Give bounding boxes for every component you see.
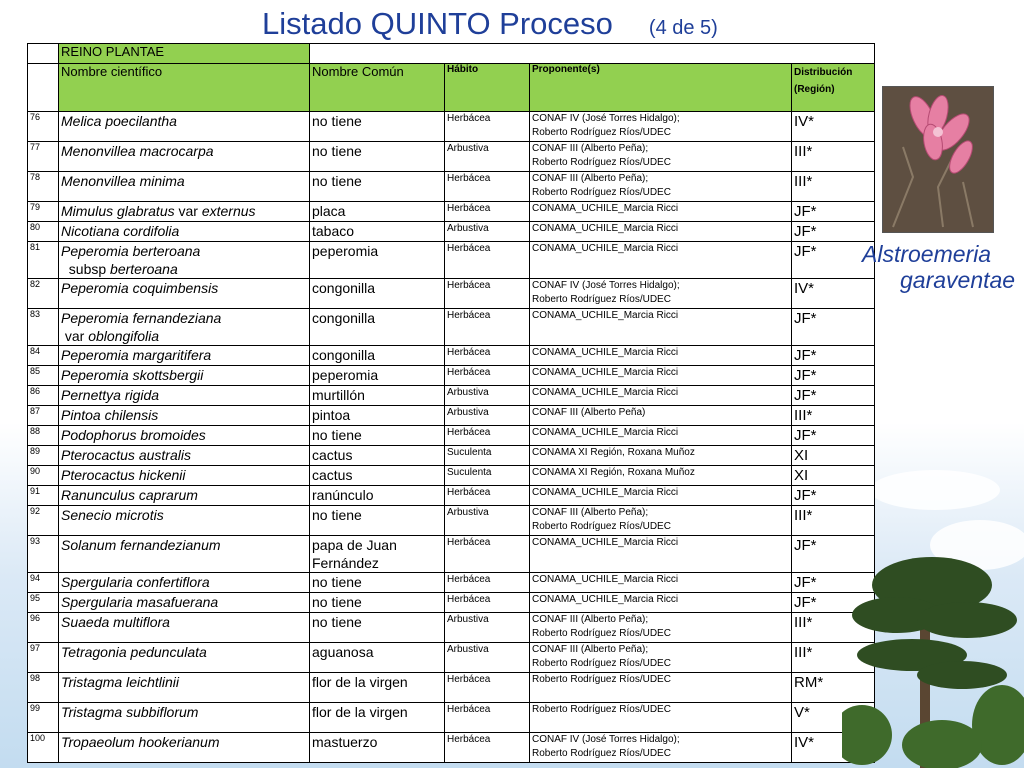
- habit: Herbácea: [445, 733, 530, 763]
- proposer: [530, 279, 792, 309]
- row-number: 95: [28, 593, 59, 613]
- scientific-name: [59, 346, 310, 366]
- habit: Herbácea: [445, 536, 530, 573]
- proposer-line: CONAF III (Alberto Peña);: [532, 143, 649, 154]
- proposer-line: CONAMA_UCHILE_Marcia Ricci: [532, 367, 679, 378]
- distribution-region: JF*: [792, 573, 875, 593]
- scientific-name-main: Menonvillea macrocarpa: [61, 143, 214, 159]
- proposer: [530, 446, 792, 466]
- common-name: congonilla: [310, 309, 445, 346]
- common-name: no tiene: [310, 593, 445, 613]
- common-name: congonilla: [310, 279, 445, 309]
- row-number: 86: [28, 386, 59, 406]
- habit: Arbustiva: [445, 386, 530, 406]
- habit: Herbácea: [445, 593, 530, 613]
- scientific-name: [59, 112, 310, 142]
- common-name: no tiene: [310, 506, 445, 536]
- proposer-line: CONAMA_UCHILE_Marcia Ricci: [532, 574, 679, 585]
- table-row: [28, 703, 875, 733]
- distribution-region: III*: [792, 406, 875, 426]
- photo-caption: [862, 241, 1024, 293]
- slide-title: [262, 6, 862, 46]
- proposer: [530, 506, 792, 536]
- proposer: [530, 142, 792, 172]
- common-name: mastuerzo: [310, 733, 445, 763]
- distribution-region: III*: [792, 613, 875, 643]
- scientific-name-main: Spergularia masafuerana: [61, 594, 219, 610]
- table-row: [28, 643, 875, 673]
- row-number: 98: [28, 673, 59, 703]
- scientific-name-main: Peperomia coquimbensis: [61, 280, 219, 296]
- habit: Herbácea: [445, 279, 530, 309]
- proposer: [530, 703, 792, 733]
- proposer-line: CONAF III (Alberto Peña);: [532, 173, 649, 184]
- scientific-name: [59, 406, 310, 426]
- distribution-region: XI: [792, 446, 875, 466]
- proposer: [530, 386, 792, 406]
- habit: Suculenta: [445, 466, 530, 486]
- common-name: no tiene: [310, 426, 445, 446]
- proposer: [530, 536, 792, 573]
- scientific-name: [59, 703, 310, 733]
- title-main: Listado QUINTO Proceso: [262, 6, 613, 41]
- scientific-name-main: Pterocactus hickenii: [61, 467, 186, 483]
- table-row: [28, 366, 875, 386]
- scientific-name-main: Pterocactus australis: [61, 447, 191, 463]
- common-name: flor de la virgen: [310, 673, 445, 703]
- header-distribution: Distribución (Región): [792, 64, 875, 112]
- common-name: tabaco: [310, 222, 445, 242]
- row-number: 77: [28, 142, 59, 172]
- scientific-name-main: Peperomia fernandeziana: [61, 310, 222, 326]
- proposer: [530, 222, 792, 242]
- common-name: flor de la virgen: [310, 703, 445, 733]
- table-row: [28, 242, 875, 279]
- common-name: murtillón: [310, 386, 445, 406]
- table-row: [28, 279, 875, 309]
- table-row: [28, 673, 875, 703]
- proposer-line: CONAF IV (José Torres Hidalgo);: [532, 113, 680, 124]
- proposer-line: CONAF III (Alberto Peña): [532, 407, 646, 418]
- table-row: [28, 142, 875, 172]
- common-name: no tiene: [310, 613, 445, 643]
- proposer-line: CONAMA_UCHILE_Marcia Ricci: [532, 347, 679, 358]
- scientific-name-main: Pernettya rigida: [61, 387, 160, 403]
- habit: Herbácea: [445, 486, 530, 506]
- scientific-name: [59, 446, 310, 466]
- kingdom-header: REINO PLANTAE: [59, 44, 310, 64]
- proposer: [530, 486, 792, 506]
- habit: Herbácea: [445, 346, 530, 366]
- scientific-name-main: Peperomia margaritifera: [61, 347, 212, 363]
- caption-species: garaventae: [900, 267, 1016, 293]
- habit: Herbácea: [445, 242, 530, 279]
- habit: Herbácea: [445, 112, 530, 142]
- scientific-name-main: Senecio microtis: [61, 507, 164, 523]
- habit: Herbácea: [445, 172, 530, 202]
- scientific-name: [59, 426, 310, 446]
- common-name: congonilla: [310, 346, 445, 366]
- scientific-name: [59, 536, 310, 573]
- proposer-line: Roberto Rodríguez Ríos/UDEC: [532, 674, 671, 685]
- row-number: 99: [28, 703, 59, 733]
- table-row: [28, 406, 875, 426]
- habit: Arbustiva: [445, 613, 530, 643]
- scientific-name: [59, 279, 310, 309]
- table-row: [28, 202, 875, 222]
- row-number: 96: [28, 613, 59, 643]
- proposer-line: CONAF III (Alberto Peña);: [532, 507, 649, 518]
- common-name: placa: [310, 202, 445, 222]
- scientific-name: [59, 309, 310, 346]
- row-number: 81: [28, 242, 59, 279]
- table-row: [28, 386, 875, 406]
- proposer: [530, 426, 792, 446]
- distribution-region: IV*: [792, 733, 875, 763]
- common-name: papa de Juan Fernández: [310, 536, 445, 573]
- row-number: 79: [28, 202, 59, 222]
- proposer: [530, 242, 792, 279]
- proposer-line: CONAF IV (José Torres Hidalgo);: [532, 734, 680, 745]
- proposer: [530, 202, 792, 222]
- common-name: pintoa: [310, 406, 445, 426]
- table-row: [28, 593, 875, 613]
- common-name: peperomia: [310, 366, 445, 386]
- table-row: [28, 112, 875, 142]
- distribution-region: V*: [792, 703, 875, 733]
- proposer-line: Roberto Rodríguez Ríos/UDEC: [532, 704, 671, 715]
- habit: Herbácea: [445, 703, 530, 733]
- habit: Herbácea: [445, 426, 530, 446]
- row-number: 84: [28, 346, 59, 366]
- row-number: 85: [28, 366, 59, 386]
- infraspecific-epithet: externus: [201, 203, 256, 219]
- distribution-region: JF*: [792, 386, 875, 406]
- habit: Herbácea: [445, 309, 530, 346]
- proposer-line: CONAMA XI Región, Roxana Muñoz: [532, 447, 695, 458]
- proposer-line: Roberto Rodríguez Ríos/UDEC: [532, 127, 671, 138]
- habit: Herbácea: [445, 366, 530, 386]
- cloud-decoration: [870, 470, 1000, 510]
- scientific-name: [59, 643, 310, 673]
- proposer-line: Roberto Rodríguez Ríos/UDEC: [532, 628, 671, 639]
- table-row: [28, 309, 875, 346]
- row-number: 97: [28, 643, 59, 673]
- row-number: 87: [28, 406, 59, 426]
- table-row: [28, 426, 875, 446]
- habit: Herbácea: [445, 673, 530, 703]
- distribution-region: JF*: [792, 593, 875, 613]
- scientific-name-main: Tetragonia pedunculata: [61, 644, 207, 660]
- proposer: [530, 346, 792, 366]
- table-row: [28, 446, 875, 466]
- header-habit: Hábito: [445, 64, 530, 112]
- proposer-line: CONAMA_UCHILE_Marcia Ricci: [532, 427, 679, 438]
- proposer-line: CONAF III (Alberto Peña);: [532, 614, 649, 625]
- proposer-line: CONAMA_UCHILE_Marcia Ricci: [532, 537, 679, 548]
- scientific-name: [59, 242, 310, 279]
- row-number: 83: [28, 309, 59, 346]
- proposer-line: CONAMA_UCHILE_Marcia Ricci: [532, 487, 679, 498]
- row-number: 78: [28, 172, 59, 202]
- habit: Arbustiva: [445, 222, 530, 242]
- distribution-region: JF*: [792, 202, 875, 222]
- scientific-name: [59, 222, 310, 242]
- row-number: 92: [28, 506, 59, 536]
- scientific-name: [59, 172, 310, 202]
- common-name: no tiene: [310, 573, 445, 593]
- habit: Arbustiva: [445, 643, 530, 673]
- proposer-line: CONAMA XI Región, Roxana Muñoz: [532, 467, 695, 478]
- scientific-name: [59, 593, 310, 613]
- scientific-name-main: Melica poecilantha: [61, 113, 177, 129]
- header-scientific-name: Nombre científico: [59, 64, 310, 112]
- habit: Herbácea: [445, 202, 530, 222]
- distribution-region: IV*: [792, 279, 875, 309]
- header-common-name: Nombre Común: [310, 64, 445, 112]
- common-name: aguanosa: [310, 643, 445, 673]
- scientific-name: [59, 366, 310, 386]
- scientific-name: [59, 673, 310, 703]
- common-name: cactus: [310, 466, 445, 486]
- scientific-name: [59, 733, 310, 763]
- scientific-name: [59, 202, 310, 222]
- row-number: 82: [28, 279, 59, 309]
- infraspecific-epithet: oblongifolia: [88, 328, 160, 344]
- habit: Arbustiva: [445, 506, 530, 536]
- proposer-line: Roberto Rodríguez Ríos/UDEC: [532, 748, 671, 759]
- row-number: 100: [28, 733, 59, 763]
- common-name: no tiene: [310, 142, 445, 172]
- proposer-line: CONAMA_UCHILE_Marcia Ricci: [532, 387, 679, 398]
- habit: Arbustiva: [445, 406, 530, 426]
- common-name: no tiene: [310, 172, 445, 202]
- araucaria-tree-image: [842, 545, 1024, 768]
- distribution-region: IV*: [792, 112, 875, 142]
- species-table: [27, 43, 875, 763]
- corner-blank: [28, 44, 59, 64]
- distribution-region: JF*: [792, 486, 875, 506]
- scientific-name: [59, 142, 310, 172]
- infraspecific-rank: var: [174, 203, 202, 219]
- proposer: [530, 112, 792, 142]
- proposer: [530, 613, 792, 643]
- distribution-region: JF*: [792, 346, 875, 366]
- proposer: [530, 366, 792, 386]
- proposer: [530, 406, 792, 426]
- proposer-line: Roberto Rodríguez Ríos/UDEC: [532, 294, 671, 305]
- scientific-name-main: Tropaeolum hookerianum: [61, 734, 220, 750]
- scientific-name-main: Suaeda multiflora: [61, 614, 170, 630]
- caption-genus: Alstroemeria: [862, 241, 992, 267]
- alstroemeria-image: [883, 87, 993, 232]
- scientific-name: [59, 486, 310, 506]
- title-page-indicator: (4 de 5): [648, 17, 718, 39]
- table-row: [28, 346, 875, 366]
- table-row: [28, 466, 875, 486]
- habit: Arbustiva: [445, 142, 530, 172]
- common-name: ranúnculo: [310, 486, 445, 506]
- flower-photo: [882, 86, 994, 233]
- table-body: [28, 112, 875, 763]
- scientific-name-main: Pintoa chilensis: [61, 407, 159, 423]
- scientific-name-main: Solanum fernandezianum: [61, 537, 221, 553]
- table-row: [28, 573, 875, 593]
- proposer: [530, 466, 792, 486]
- row-number: 91: [28, 486, 59, 506]
- proposer-line: CONAF IV (José Torres Hidalgo);: [532, 280, 680, 291]
- proposer: [530, 172, 792, 202]
- proposer: [530, 673, 792, 703]
- row-number: 90: [28, 466, 59, 486]
- distribution-region: III*: [792, 172, 875, 202]
- row-number: 89: [28, 446, 59, 466]
- distribution-region: JF*: [792, 536, 875, 573]
- proposer-line: Roberto Rodríguez Ríos/UDEC: [532, 658, 671, 669]
- distribution-region: III*: [792, 142, 875, 172]
- proposer-line: Roberto Rodríguez Ríos/UDEC: [532, 187, 671, 198]
- scientific-name: [59, 386, 310, 406]
- table-row: [28, 613, 875, 643]
- table-row: [28, 486, 875, 506]
- row-number: 88: [28, 426, 59, 446]
- distribution-region: JF*: [792, 242, 875, 279]
- common-name: cactus: [310, 446, 445, 466]
- table-row: [28, 172, 875, 202]
- table-row: [28, 506, 875, 536]
- distribution-region: XI: [792, 466, 875, 486]
- scientific-name-main: Peperomia berteroana: [61, 243, 201, 259]
- proposer: [530, 573, 792, 593]
- proposer-line: CONAMA_UCHILE_Marcia Ricci: [532, 594, 679, 605]
- proposer: [530, 733, 792, 763]
- distribution-region: JF*: [792, 309, 875, 346]
- row-number: 94: [28, 573, 59, 593]
- row-number: 76: [28, 112, 59, 142]
- proposer-line: CONAMA_UCHILE_Marcia Ricci: [532, 203, 679, 214]
- scientific-name-main: Spergularia confertiflora: [61, 574, 210, 590]
- table-row: [28, 536, 875, 573]
- scientific-name-main: Ranunculus caprarum: [61, 487, 198, 503]
- common-name: no tiene: [310, 112, 445, 142]
- proposer: [530, 643, 792, 673]
- proposer-line: CONAMA_UCHILE_Marcia Ricci: [532, 223, 679, 234]
- proposer: [530, 593, 792, 613]
- distribution-region: JF*: [792, 426, 875, 446]
- habit: Herbácea: [445, 573, 530, 593]
- proposer-line: CONAMA_UCHILE_Marcia Ricci: [532, 310, 679, 321]
- scientific-name-main: Menonvillea minima: [61, 173, 185, 189]
- scientific-name: [59, 466, 310, 486]
- scientific-name-main: Mimulus glabratus: [61, 203, 175, 219]
- scientific-name-main: Podophorus bromoides: [61, 427, 206, 443]
- habit: Suculenta: [445, 446, 530, 466]
- scientific-name: [59, 613, 310, 643]
- scientific-name-main: Tristagma leichtlinii: [61, 674, 179, 690]
- scientific-name: [59, 506, 310, 536]
- distribution-region: RM*: [792, 673, 875, 703]
- table-row: [28, 222, 875, 242]
- proposer-line: CONAMA_UCHILE_Marcia Ricci: [532, 243, 679, 254]
- proposer-line: CONAF III (Alberto Peña);: [532, 644, 649, 655]
- scientific-name-main: Peperomia skottsbergii: [61, 367, 204, 383]
- distribution-region: JF*: [792, 222, 875, 242]
- scientific-name-main: Nicotiana cordifolia: [61, 223, 180, 239]
- distribution-region: JF*: [792, 366, 875, 386]
- row-number: 80: [28, 222, 59, 242]
- common-name: peperomia: [310, 242, 445, 279]
- infraspecific-rank: var: [61, 328, 89, 344]
- table-row: [28, 733, 875, 763]
- distribution-region: III*: [792, 506, 875, 536]
- scientific-name-main: Tristagma subbiflorum: [61, 704, 199, 720]
- infraspecific-epithet: berteroana: [110, 261, 178, 277]
- header-proposer: Proponente(s): [530, 64, 792, 112]
- proposer: [530, 309, 792, 346]
- proposer-line: Roberto Rodríguez Ríos/UDEC: [532, 157, 671, 168]
- row-number: 93: [28, 536, 59, 573]
- proposer-line: Roberto Rodríguez Ríos/UDEC: [532, 521, 671, 532]
- scientific-name: [59, 573, 310, 593]
- infraspecific-rank: subsp: [61, 261, 111, 277]
- distribution-region: III*: [792, 643, 875, 673]
